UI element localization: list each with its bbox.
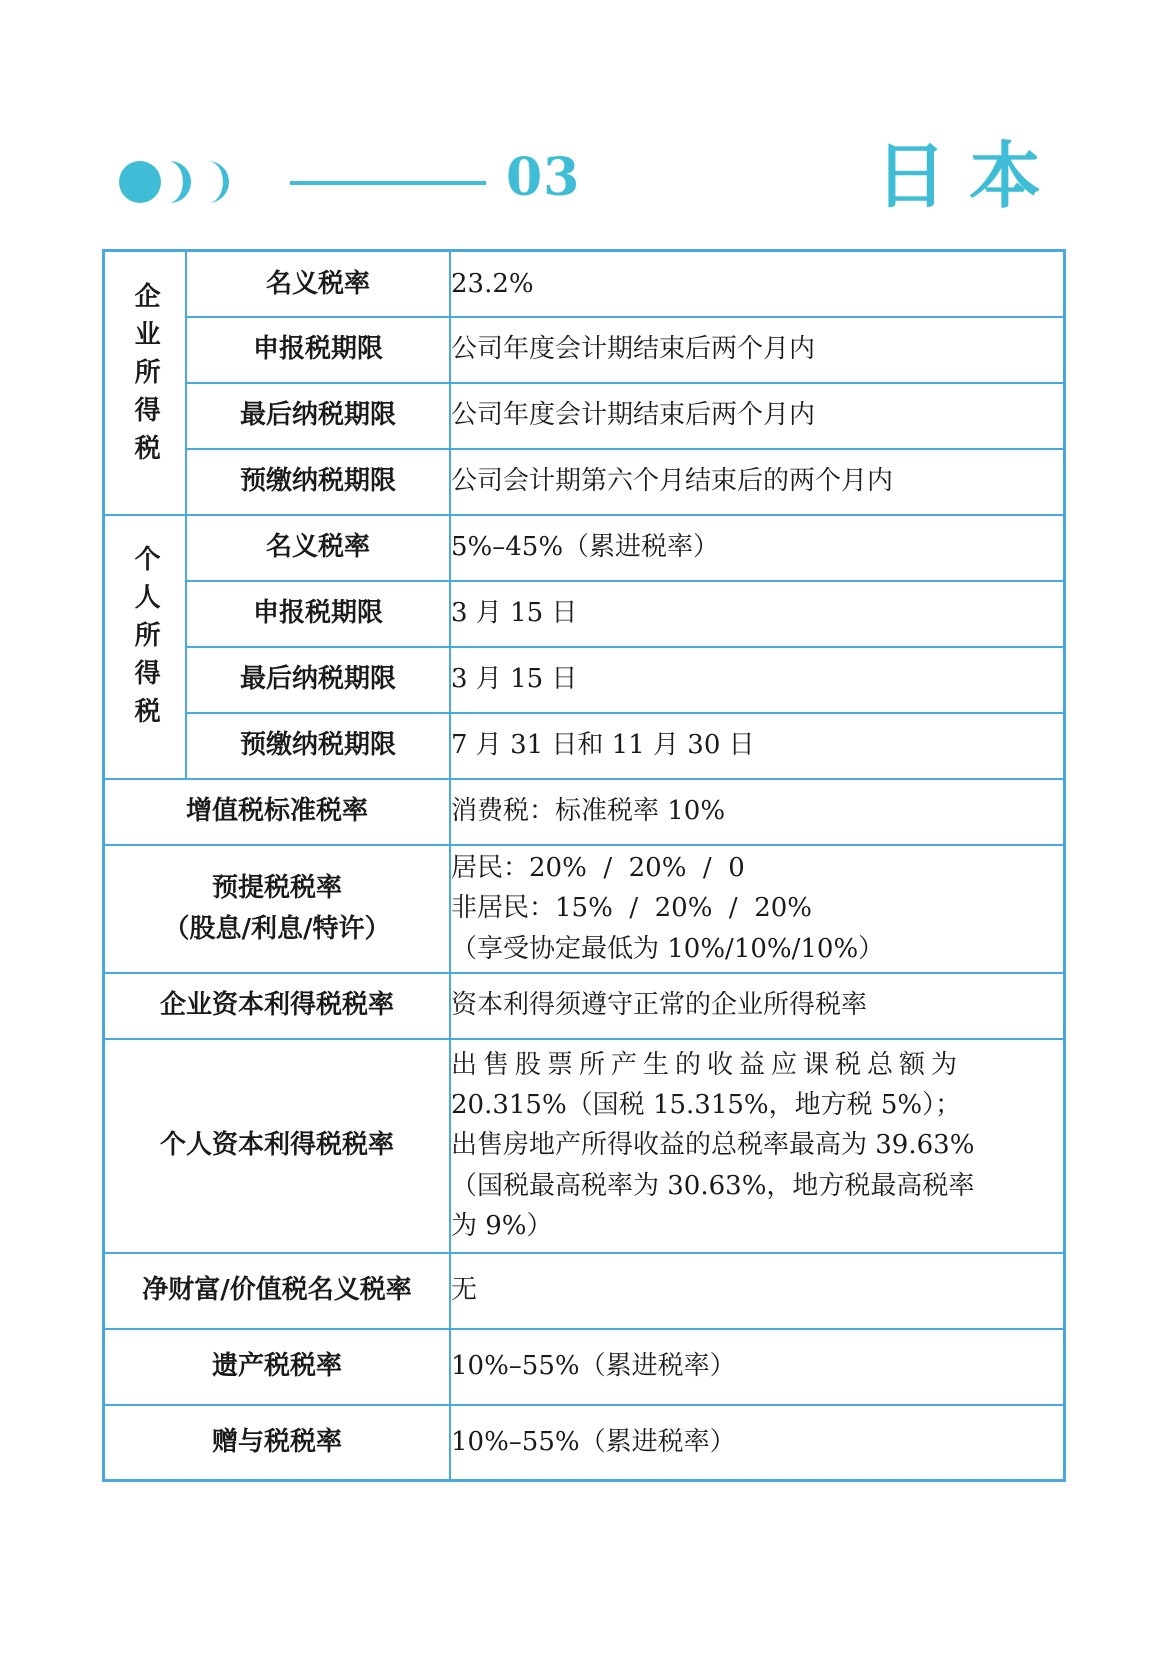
table-row (104, 845, 1065, 973)
table-row (104, 713, 1065, 779)
table-row (104, 779, 1065, 845)
row-value: 10%–55%（累进税率） (450, 1329, 1065, 1405)
row-label: 增值税标准税率 (104, 779, 451, 845)
row-value: 公司会计期第六个月结束后的两个月内 (450, 449, 1065, 515)
row-value: 23.2% (450, 251, 1065, 317)
row-label: 名义税率 (186, 251, 450, 317)
table-row (104, 1039, 1065, 1253)
table-row (104, 449, 1065, 515)
value-line: （享受协定最低为 10%/10%/10%） (451, 933, 885, 964)
row-value: 无 (450, 1253, 1065, 1329)
table-row (104, 1253, 1065, 1329)
value-line: 居民：20% / 20% / 0 (451, 853, 745, 884)
row-label: 申报税期限 (186, 581, 450, 647)
row-label: 最后纳税期限 (186, 383, 450, 449)
row-label: 预缴纳税期限 (186, 449, 450, 515)
row-value: 公司年度会计期结束后两个月内 (450, 317, 1065, 383)
value-line: （国税最高税率为 30.63%，地方税最高税率 (451, 1170, 975, 1201)
row-value: 5%–45%（累进税率） (450, 515, 1065, 581)
row-label: 遗产税税率 (104, 1329, 451, 1405)
row-label-line: 预提税税率 (211, 873, 342, 904)
group-corporate-income-tax: 企业所得税 (104, 251, 187, 515)
page-header (0, 0, 1166, 240)
value-line: 20.315%（国税 15.315%，地方税 5%）； (451, 1090, 962, 1121)
row-label: 赠与税税率 (104, 1405, 451, 1481)
table-row (104, 973, 1065, 1039)
tax-table (102, 249, 1066, 1482)
country-title: 日本 (874, 133, 1063, 218)
row-label: 最后纳税期限 (186, 647, 450, 713)
row-label: 预缴纳税期限 (186, 713, 450, 779)
table-row (104, 581, 1065, 647)
header-rule (290, 181, 486, 185)
table-row (104, 383, 1065, 449)
row-value: 3 月 15 日 (450, 647, 1065, 713)
group-individual-income-tax: 个人所得税 (104, 515, 187, 779)
value-line: 出售房地产所得收益的总税率最高为 39.63% (451, 1130, 975, 1161)
row-value: 消费税：标准税率 10% (450, 779, 1065, 845)
row-value: 资本利得须遵守正常的企业所得税率 (450, 973, 1065, 1039)
row-value: 7 月 31 日和 11 月 30 日 (450, 713, 1065, 779)
section-number: 03 (506, 147, 581, 208)
row-label: 申报税期限 (186, 317, 450, 383)
table-row (104, 251, 1065, 317)
row-value: 3 月 15 日 (450, 581, 1065, 647)
row-value-withholding (450, 845, 1065, 973)
row-label: 企业资本利得税税率 (104, 973, 451, 1039)
table-row (104, 317, 1065, 383)
row-label-withholding (104, 845, 451, 973)
row-label: 名义税率 (186, 515, 450, 581)
value-line: 非居民：15% / 20% / 20% (451, 893, 813, 924)
table-row (104, 1405, 1065, 1481)
row-value: 10%–55%（累进税率） (450, 1405, 1065, 1481)
row-value-individual-capital-gains (450, 1039, 1065, 1253)
row-label: 个人资本利得税税率 (104, 1039, 451, 1253)
three-moon-dots-icon (118, 160, 248, 204)
row-label-line: （股息/利息/特许） (163, 913, 391, 944)
value-line: 为 9%） (451, 1210, 553, 1241)
value-line: 出售股票所产生的收益应课税总额为 (451, 1049, 964, 1080)
table-row (104, 647, 1065, 713)
table-row (104, 515, 1065, 581)
row-value: 公司年度会计期结束后两个月内 (450, 383, 1065, 449)
table-row (104, 1329, 1065, 1405)
row-label: 净财富/价值税名义税率 (104, 1253, 451, 1329)
